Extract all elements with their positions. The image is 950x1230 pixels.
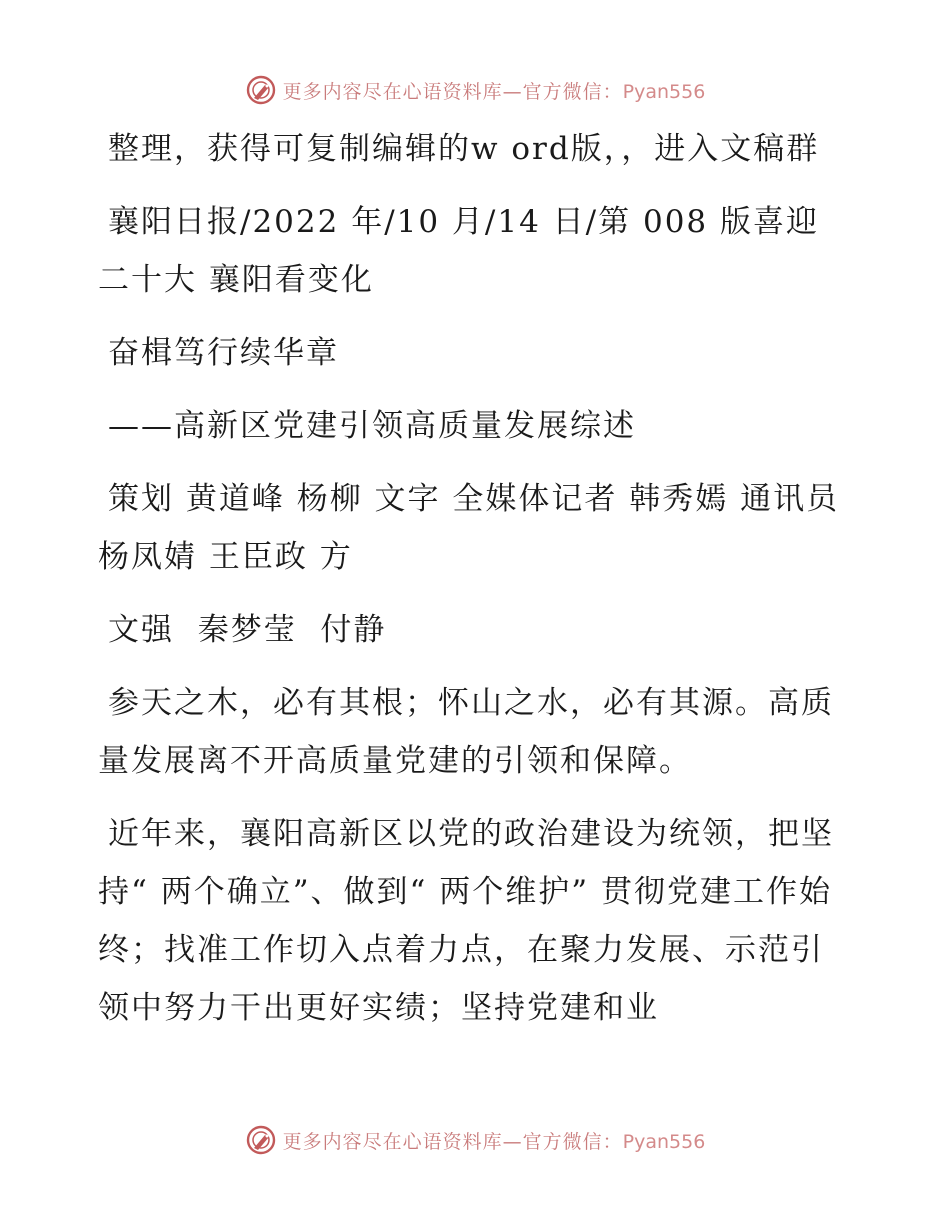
credits-line-continued: 文强 秦梦莹 付静: [108, 612, 387, 648]
pen-nib-circle-icon: [245, 74, 277, 106]
article-title: 奋楫笃行续华章: [108, 335, 339, 371]
document-body: [98, 120, 850, 1052]
paragraph-body-2: 近年来，襄阳高新区以党的政治建设为统领，把坚持“ 两个确立”、做到“ 两个维护” 贯彻党建工作始终；找准工作切入点着力点，在聚力发展、示范引领中努力干出更好实绩；坚持党建和业: [98, 816, 834, 1026]
credits-line: 策划 黄道峰 杨柳 文字 全媒体记者 韩秀嫣 通讯员 杨凤婧 王臣政 方: [98, 481, 851, 575]
article-subtitle: ——高新区党建引领高质量发展综述: [108, 408, 636, 444]
pen-nib-circle-icon: [245, 1124, 277, 1156]
watermark-text: 更多内容尽在心语资料库—官方微信：Pyan556: [282, 80, 706, 103]
watermark-wechat-id: Pyan556: [622, 80, 706, 103]
header-watermark: [0, 70, 950, 110]
paragraph-body-1: 参天之木，必有其根；怀山之水，必有其源。高质量发展离不开高质量党建的引领和保障。: [98, 685, 834, 779]
paragraph-source-line: 襄阳日报/2022 年/10 月/14 日/第 008 版喜迎二十大 襄阳看变化: [98, 204, 820, 298]
watermark-text: 更多内容尽在心语资料库—官方微信：Pyan556: [282, 1130, 706, 1153]
paragraph-intro-note: 整理，获得可复制编辑的w ord版，，进入文稿群: [108, 131, 820, 167]
footer-watermark: [0, 1120, 950, 1160]
watermark-wechat-id: Pyan556: [622, 1130, 706, 1153]
